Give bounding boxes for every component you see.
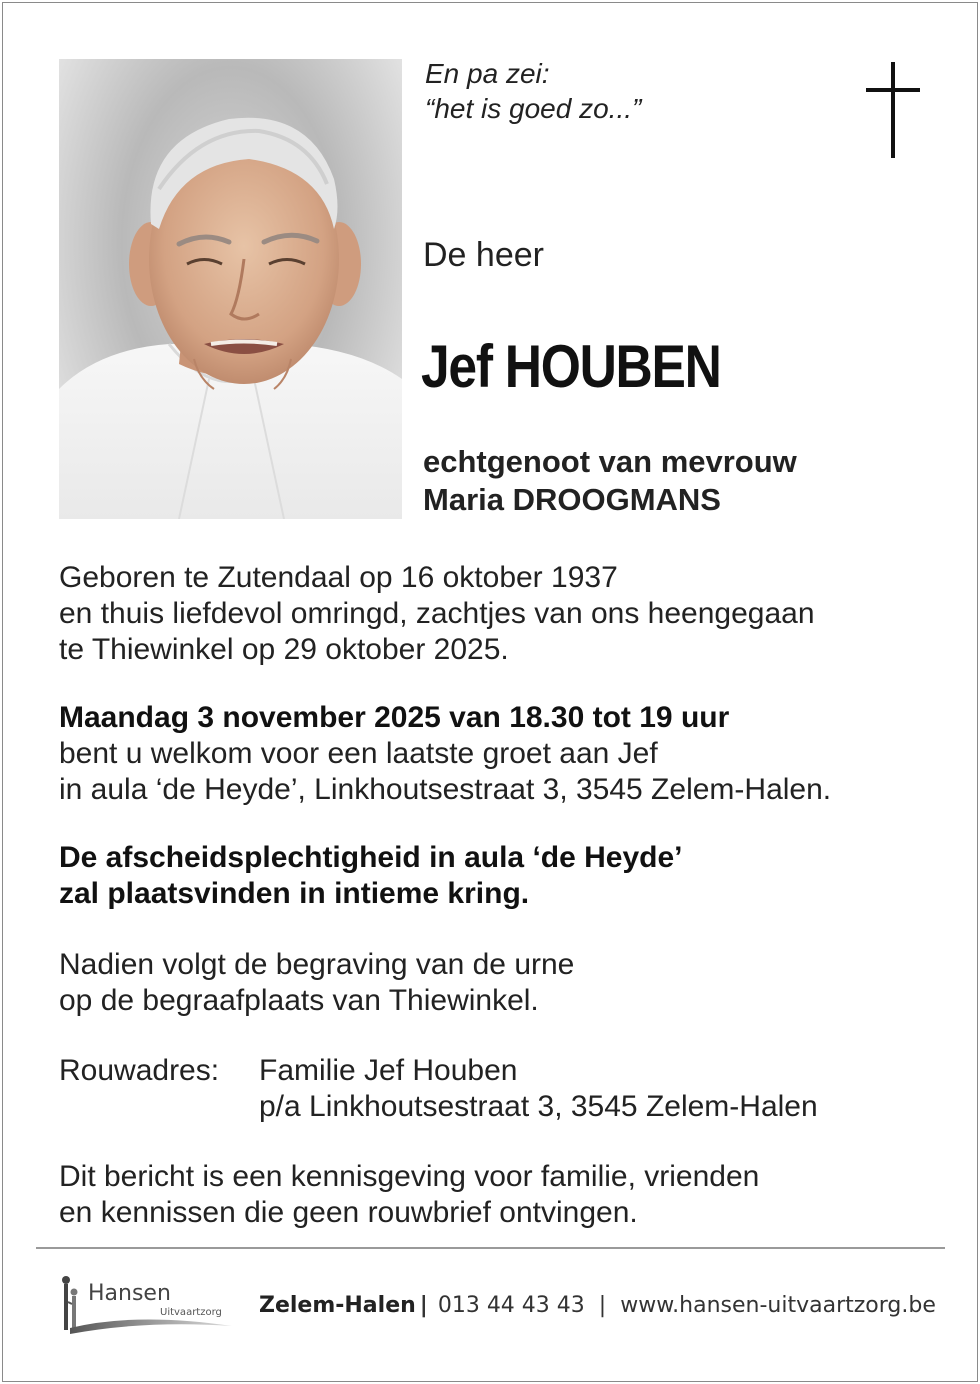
spouse-line-2: Maria DROOGMANS: [423, 482, 721, 517]
logo-name: Hansen: [88, 1281, 171, 1306]
ceremony-paragraph: [59, 840, 683, 912]
title-prefix: De heer: [423, 236, 544, 274]
spouse-line-1: echtgenoot van mevrouw: [423, 444, 797, 479]
footer-divider: [36, 1247, 945, 1249]
cross-icon: [864, 62, 922, 158]
birth-line-1: Geboren te Zutendaal op 16 oktober 1937: [59, 561, 618, 594]
notice-paragraph: [59, 1159, 759, 1231]
footer-separator: |: [419, 1293, 428, 1318]
visitation-heading: Maandag 3 november 2025 van 18.30 tot 19 uur: [59, 701, 730, 734]
portrait-illustration: [59, 59, 402, 519]
ceremony-line-2: zal plaatsvinden in intieme kring.: [59, 877, 530, 910]
visitation-line-1: bent u welkom voor een laatste groet aan Jef: [59, 737, 658, 770]
spouse-info: [423, 443, 797, 519]
visitation-line-2: in aula ‘de Heyde’, Linkhoutsestraat 3, 3545 Zelem-Halen.: [59, 773, 832, 806]
burial-paragraph: [59, 947, 574, 1019]
quote-line-1: En pa zei:: [425, 58, 550, 89]
birth-line-3: te Thiewinkel op 29 oktober 2025.: [59, 633, 509, 666]
burial-line-2: op de begraafplaats van Thiewinkel.: [59, 984, 539, 1017]
birth-paragraph: [59, 560, 815, 668]
portrait-photo: [59, 59, 402, 519]
address-value: [259, 1053, 818, 1125]
quote: [425, 56, 641, 126]
logo-subtitle: Uitvaartzorg: [160, 1307, 222, 1318]
quote-line-2: “het is goed zo...”: [425, 93, 642, 124]
deceased-name: Jef HOUBEN: [421, 333, 721, 400]
birth-line-2: en thuis liefdevol omringd, zachtjes van ons heengegaan: [59, 597, 815, 630]
notice-line-2: en kennissen die geen rouwbrief ontvingen.: [59, 1196, 638, 1229]
ceremony-line-1: De afscheidsplechtigheid in aula ‘de Heyde’: [59, 841, 683, 874]
footer-website[interactable]: www.hansen-uitvaartzorg.be: [620, 1293, 936, 1318]
address-label: Rouwadres:: [59, 1054, 220, 1087]
visitation-paragraph: [59, 700, 831, 808]
footer-phone[interactable]: 013 44 43 43: [437, 1293, 585, 1318]
address-line-1: Familie Jef Houben: [259, 1054, 518, 1087]
footer-city: Zelem-Halen: [259, 1293, 416, 1318]
notice-line-1: Dit bericht is een kennisgeving voor familie, vrienden: [59, 1160, 760, 1193]
footer-contact: [259, 1293, 936, 1318]
burial-line-1: Nadien volgt de begraving van de urne: [59, 948, 575, 981]
footer-separator: |: [598, 1293, 607, 1318]
address-line-2: p/a Linkhoutsestraat 3, 3545 Zelem-Halen: [259, 1090, 818, 1123]
